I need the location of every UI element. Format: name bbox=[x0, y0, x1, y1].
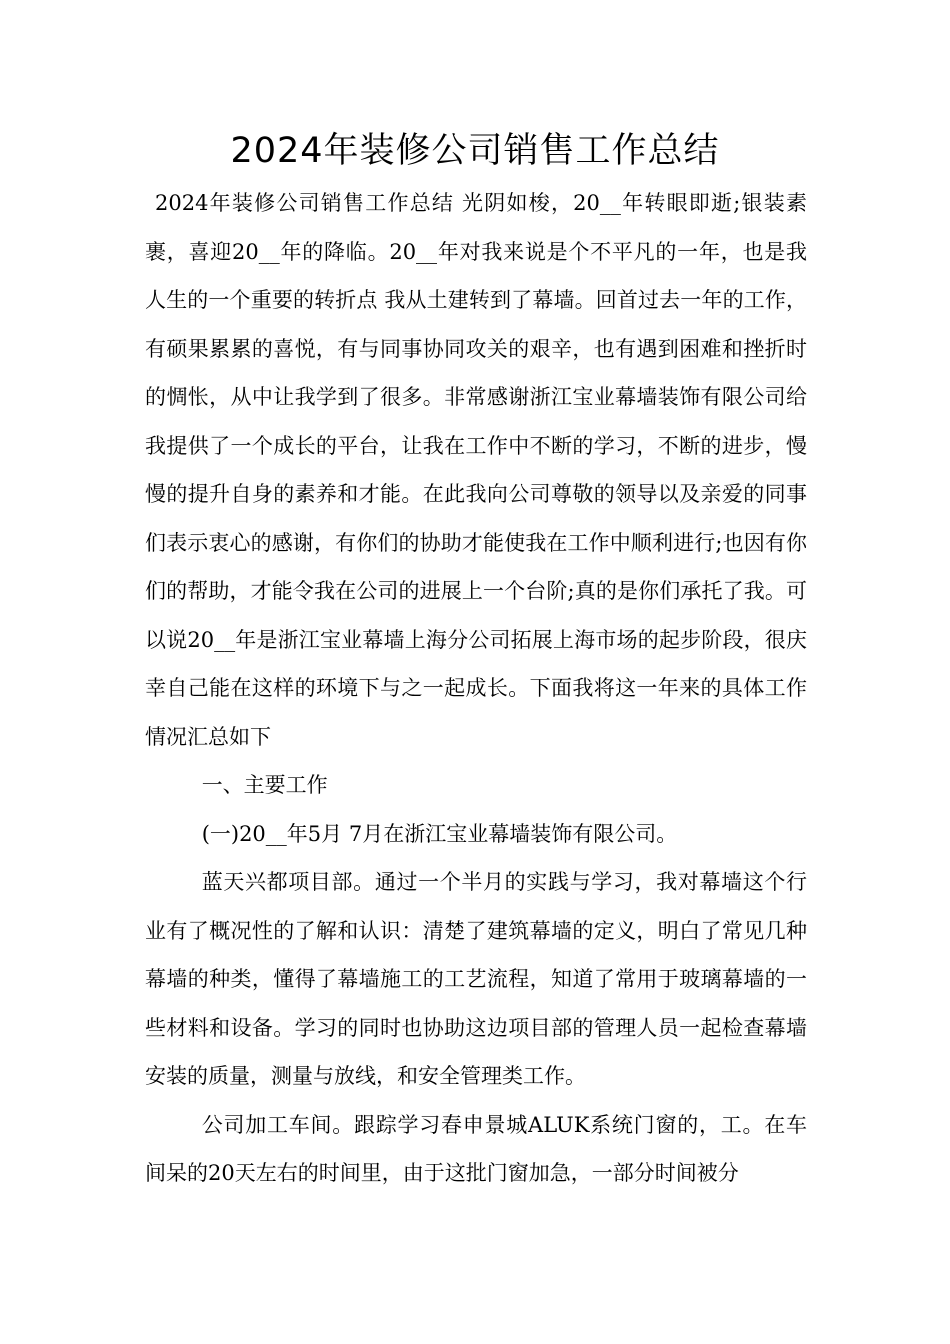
paragraph-workshop: 公司加工车间。跟踪学习春申景城ALUK系统门窗的，工。在车间呆的20天左右的时间里，由于这批门窗加急，一部分时间被分 bbox=[145, 1112, 807, 1185]
paragraph-project-dept: 蓝天兴都项目部。通过一个半月的实践与学习，我对幕墙这个行业有了概况性的了解和认识：清楚了建筑幕墙的定义，明白了常见几种幕墙的种类，懂得了幕墙施工的工艺流程，知道了常用于玻璃幕墙的一些材料和设备。学习的同时也协助这边项目部的管理人员一起检查幕墙安装的质量，测量与放线，和安全管理类工作。 bbox=[145, 870, 807, 1088]
intro-paragraph: 2024年装修公司销售工作总结 光阴如梭，20__年转眼即逝;银装素裹，喜迎20__年的降临。20__年对我来说是个不平凡的一年，也是我人生的一个重要的转折点 我从土建转到了幕墙。回首过去一年的工作，有硕果累累的喜悦，有与同事协同攻关的艰辛，也有遇到困难和挫折时的惆怅，从中让我学到了很多。非常感谢浙江宝业幕墙装饰有限公司给我提供了一个成长的平台，让我在工作中不断的学习，不断的进步，慢慢的提升自身的素养和才能。在此我向公司尊敬的领导以及亲爱的同事们表示衷心的感谢，有你们的协助才能使我在工作中顺利进行;也因有你们的帮助，才能令我在公司的进展上一个台阶;真的是你们承托了我。可以说20__年是浙江宝业幕墙上海分公司拓展上海市场的起步阶段，很庆幸自己能在这样的环境下与之一起成长。下面我将这一年来的具体工作情况汇总如下 bbox=[145, 191, 807, 749]
subsection-heading-1: (一)20__年5月 7月在浙江宝业幕墙装饰有限公司。 bbox=[201, 821, 678, 846]
document-body bbox=[145, 179, 807, 1198]
document-title: 2024年装修公司销售工作总结 bbox=[230, 131, 720, 171]
section-heading-main-work: 一、主要工作 bbox=[201, 773, 328, 797]
